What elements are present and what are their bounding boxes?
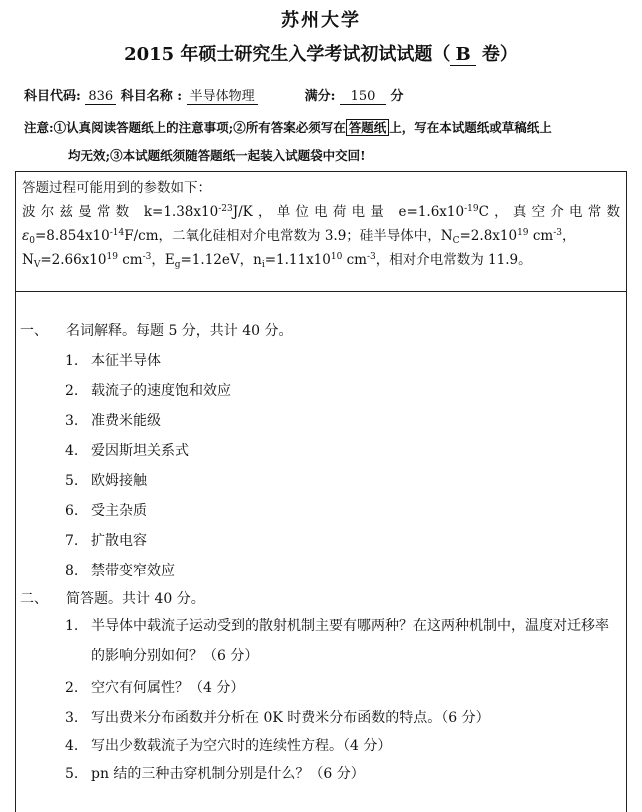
nc-value: =2.8x10: [459, 228, 518, 244]
item-text: 写出费米分布函数并分析在 0K 时费米分布函数的特点。（6 分）: [91, 710, 490, 726]
list-item: [65, 763, 365, 783]
item-number: 1.: [65, 618, 79, 634]
notice-text-2: 上，写在本试题纸或草稿纸上: [389, 120, 552, 135]
nv-value: =2.66x10: [40, 252, 107, 268]
item-text: 爱因斯坦关系式: [91, 443, 189, 459]
params-line-1: [22, 200, 620, 224]
item-number: 3.: [65, 710, 79, 726]
nc-unit-exp: -3: [553, 228, 562, 238]
score-value: 150: [340, 89, 386, 105]
exam-title: [0, 40, 642, 66]
notice-line-2: 均无效;③本试题纸须随答题纸一起装入试题袋中交回!: [68, 148, 366, 163]
list-item: [65, 380, 231, 400]
paper-version: B: [450, 45, 475, 66]
nc-exp: 19: [517, 228, 529, 238]
answer-sheet-box: 答题纸: [346, 119, 390, 136]
params-line-3-end: ，相对介电常数为 11.9。: [375, 252, 532, 268]
item-text: 载流子的速度饱和效应: [91, 383, 231, 399]
list-item: [65, 735, 391, 755]
title-suffix: 卷）: [475, 44, 518, 65]
params-line-2: [22, 224, 620, 248]
params-line-3: [22, 248, 620, 272]
code-value: 836: [85, 89, 116, 105]
ni-exp: 10: [330, 252, 343, 262]
name-label: 科目名称 :: [120, 89, 183, 104]
name-value: 半导体物理: [187, 85, 258, 105]
charge-exp: -19: [464, 204, 479, 214]
nc-unit: cm: [528, 228, 554, 244]
ni-unit: cm: [342, 252, 367, 268]
item-number: 6.: [65, 503, 79, 519]
item-number: 7.: [65, 533, 79, 549]
score-label: 满分:: [304, 89, 336, 104]
item-text: 空穴有何属性？（4 分）: [91, 680, 245, 696]
list-item: [65, 611, 611, 671]
item-number: 1.: [65, 353, 79, 369]
item-text: 欧姆接触: [91, 473, 147, 489]
item-text: 写出少数载流子为空穴时的连续性方程。（4 分）: [91, 738, 392, 754]
ni-unit-exp: -3: [366, 252, 376, 262]
notice-line-1: [24, 114, 630, 142]
notice-text-1: ①认真阅读答题纸上的注意事项;②所有答案必须写在: [53, 120, 346, 135]
item-text: 准费米能级: [91, 413, 161, 429]
parameters-block: [22, 176, 620, 272]
list-item: [65, 560, 175, 580]
title-prefix: 2015 年硕士研究生入学考试初试试题（: [124, 44, 451, 65]
list-item: [65, 410, 161, 430]
score-unit: 分: [390, 89, 404, 104]
section-1-heading: [20, 320, 293, 340]
item-number: 5.: [65, 766, 79, 782]
params-line-2-text: F/cm，二氧化硅相对介电常数为 3.9；硅半导体中，N: [124, 228, 453, 244]
item-number: 4.: [65, 738, 79, 754]
nv-exp: 19: [106, 252, 118, 262]
boltzmann-exp: -23: [218, 204, 233, 214]
item-number: 8.: [65, 563, 79, 579]
list-item: [65, 350, 161, 370]
item-number: 3.: [65, 413, 79, 429]
item-text: pn 结的三种击穿机制分别是什么？（6 分）: [91, 766, 365, 782]
notice-block: [24, 114, 630, 170]
nv-unit-exp: -3: [142, 252, 152, 262]
university-name: 苏州大学: [281, 10, 361, 31]
nv-unit: cm: [117, 252, 143, 268]
permittivity-text: C，真空介电常数: [478, 204, 620, 220]
item-number: 4.: [65, 443, 79, 459]
item-number: 2.: [65, 383, 79, 399]
params-divider: [16, 291, 626, 292]
section-2-number: 二、: [20, 591, 48, 607]
epsilon-symbol: ε: [22, 228, 30, 244]
section-2-title: 简答题。共计 40 分。: [66, 591, 205, 607]
list-item: [65, 500, 147, 520]
epsilon-value: =8.854x10: [34, 228, 110, 244]
nv-symbol: N: [22, 252, 34, 268]
params-intro: 答题过程可能用到的参数如下：: [22, 180, 211, 196]
list-item: [65, 470, 147, 490]
item-text: 禁带变窄效应: [91, 563, 175, 579]
section-1-title: 名词解释。每题 5 分，共计 40 分。: [66, 323, 293, 339]
eg-symbol: ，E: [151, 252, 175, 268]
notice-label: 注意:: [24, 120, 54, 135]
code-label: 科目代码:: [24, 89, 81, 104]
epsilon-exp: -14: [109, 228, 125, 238]
section-1-number: 一、: [20, 323, 48, 339]
item-number: 5.: [65, 473, 79, 489]
params-line-2-end: ，: [561, 228, 576, 244]
item-text: 扩散电容: [91, 533, 147, 549]
list-item: [65, 440, 189, 460]
nv-sub: V: [33, 260, 41, 270]
ni-value: =1.11x10: [264, 252, 331, 268]
nc-sub: C: [452, 236, 460, 246]
epsilon-sub: 0: [29, 236, 35, 246]
item-text: 本征半导体: [91, 353, 161, 369]
question-frame: [15, 171, 627, 812]
ni-sub: i: [261, 260, 265, 270]
list-item: [65, 707, 490, 727]
charge-text: J/K，单位电荷电量 e=1.6x10: [232, 204, 465, 220]
item-number: 2.: [65, 680, 79, 696]
section-2-heading: [20, 588, 205, 608]
eg-value: =1.12eV，n: [180, 252, 262, 268]
item-text: 半导体中载流子运动受到的散射机制主要有哪两种？在这两种机制中，温度对迁移率的影响分别如何？（6 分）: [91, 618, 609, 664]
list-item: [65, 530, 147, 550]
list-item: [65, 677, 244, 697]
boltzmann-text: 波尔兹曼常数 k=1.38x10: [22, 204, 219, 220]
subject-info: [24, 85, 404, 105]
item-text: 受主杂质: [91, 503, 147, 519]
eg-sub: g: [174, 260, 181, 270]
